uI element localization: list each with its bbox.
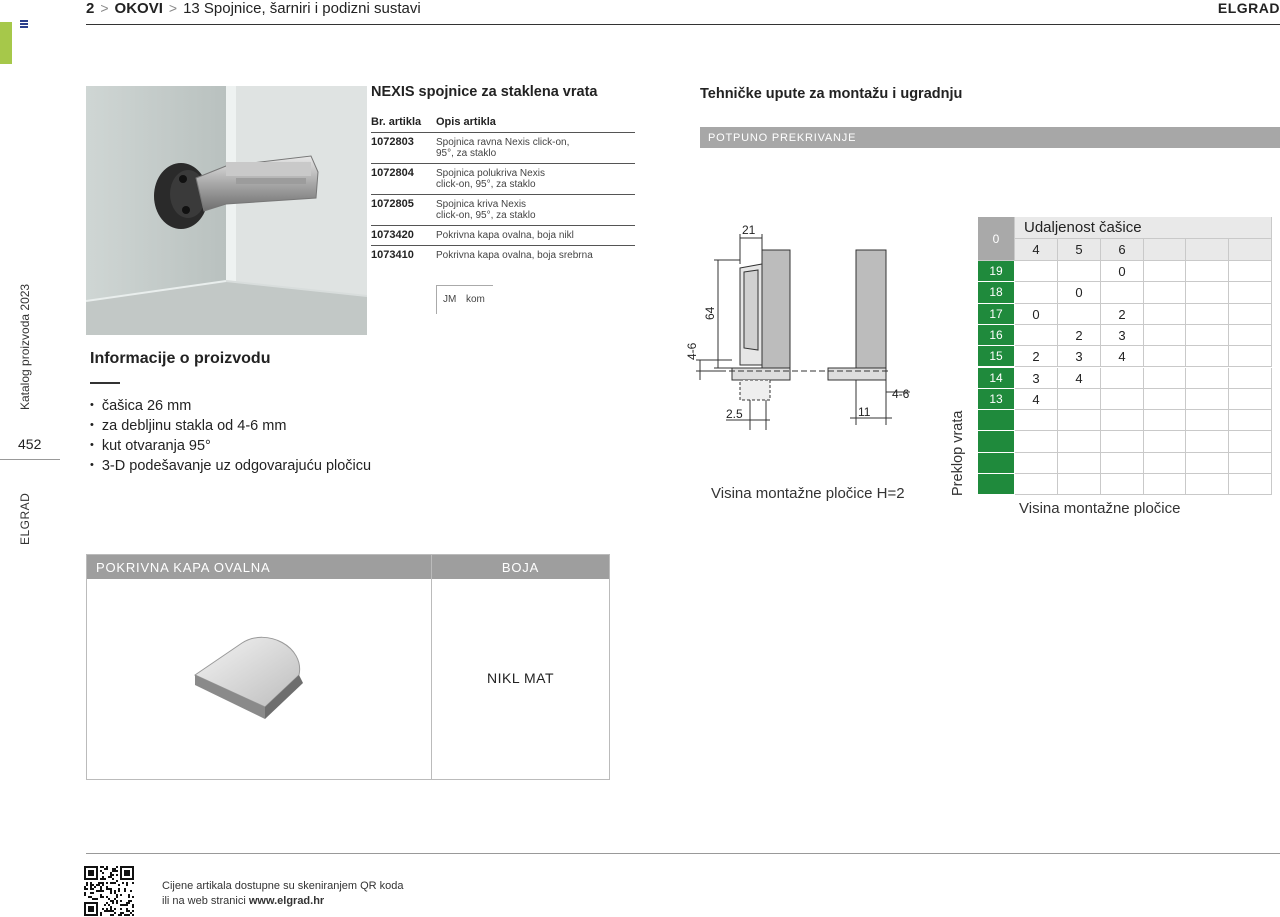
grid-cell	[1229, 282, 1272, 303]
drawing-caption: Visina montažne pločice H=2	[711, 485, 905, 502]
grid-cell	[1186, 431, 1229, 452]
grid-col-header: 5	[1058, 239, 1101, 261]
grid-cell	[1229, 410, 1272, 431]
grid-cell: 2	[1015, 346, 1058, 367]
table-row[interactable]	[371, 226, 635, 246]
grid-cell	[1229, 304, 1272, 325]
header-brand: ELGRAD	[1217, 0, 1280, 16]
grid-cell	[1144, 431, 1186, 452]
grid-cell	[1101, 282, 1144, 303]
grid-cell: 3	[1101, 325, 1144, 346]
grid-cell	[1186, 474, 1229, 495]
article-description: Pokrivna kapa ovalna, boja nikl	[436, 226, 635, 246]
unit-value: kom	[466, 294, 485, 305]
breadcrumb-item-chapter[interactable]: 2	[86, 0, 95, 17]
list-item: • 3-D podešavanje uz odgovarajuću pločicu	[90, 456, 371, 476]
grid-col-header: 6	[1101, 239, 1144, 261]
grid-cell	[1186, 368, 1229, 389]
section-bar: POTPUNO PREKRIVANJE	[700, 127, 1280, 148]
grid-cell	[1101, 368, 1144, 389]
grid-cell: 3	[1015, 368, 1058, 389]
article-code: 1072803	[371, 133, 436, 164]
product-table	[371, 114, 635, 265]
grid-cell	[1229, 431, 1272, 452]
dim-4-6-right: 4-6	[892, 387, 910, 401]
page-header	[86, 0, 1280, 25]
grid-cell	[1144, 474, 1186, 495]
info-list	[90, 396, 371, 476]
grid-cell: 0	[1101, 261, 1144, 282]
grid-cell	[1144, 282, 1186, 303]
grid-row-header	[978, 431, 1015, 452]
table-row[interactable]	[371, 195, 635, 226]
grid-cell	[1186, 346, 1229, 367]
list-item: • čašica 26 mm	[90, 396, 371, 416]
breadcrumb-item-section[interactable]: 13 Spojnice, šarniri i podizni sustavi	[183, 0, 421, 17]
grid-cell	[1101, 410, 1144, 431]
cap-table-divider	[431, 555, 432, 779]
grid-cell: 4	[1058, 368, 1101, 389]
catalog-label: Katalog proizvoda 2023	[18, 283, 32, 410]
rail-divider	[0, 459, 60, 460]
grid-cell	[1015, 261, 1058, 282]
grid-col-header: 4	[1015, 239, 1058, 261]
table-row[interactable]	[371, 246, 635, 266]
info-title: Informacije o proizvodu	[90, 350, 271, 367]
info-divider	[90, 382, 120, 384]
grid-row-header	[978, 474, 1015, 495]
grid-row-header: 19	[978, 261, 1015, 282]
breadcrumb	[86, 0, 421, 17]
grid-cell	[1101, 474, 1144, 495]
rail-accent-bar	[0, 22, 12, 64]
grid-cell	[1101, 431, 1144, 452]
grid-cell	[1144, 410, 1186, 431]
grid-cell	[1144, 346, 1186, 367]
cover-cap-image	[187, 625, 312, 735]
product-photo	[86, 86, 367, 335]
qr-code-icon[interactable]	[84, 866, 134, 916]
grid-row-header	[978, 410, 1015, 431]
grid-cell	[1229, 453, 1272, 474]
grid-cell	[1058, 304, 1101, 325]
sidebar-brand: ELGRAD	[18, 492, 32, 545]
grid-cell	[1058, 389, 1101, 410]
article-code: 1072804	[371, 164, 436, 195]
grid-row-header	[978, 453, 1015, 474]
dim-64: 64	[703, 306, 717, 320]
grid-cell	[1229, 389, 1272, 410]
grid-cell	[1015, 474, 1058, 495]
grid-cell	[1186, 389, 1229, 410]
grid-cell	[1229, 368, 1272, 389]
article-description: Spojnica polukriva Nexis click-on, 95°, za staklo	[436, 164, 635, 195]
chevron-right-icon: >	[168, 0, 178, 16]
unit-label: JM	[443, 294, 457, 305]
grid-cell	[1058, 474, 1101, 495]
cap-table-header-color: BOJA	[432, 555, 609, 579]
grid-row-header: 16	[978, 325, 1015, 346]
table-row[interactable]	[371, 133, 635, 164]
footer-line2-prefix: ili na web stranici	[162, 895, 249, 907]
grid-cell	[1186, 282, 1229, 303]
article-code: 1072805	[371, 195, 436, 226]
grid-row-header: 18	[978, 282, 1015, 303]
grid-cell	[1101, 389, 1144, 410]
grid-cell	[1229, 346, 1272, 367]
article-code: 1073420	[371, 226, 436, 246]
cap-table	[86, 554, 610, 780]
cap-color-value: NIKL MAT	[486, 670, 554, 686]
grid-cell	[1058, 410, 1101, 431]
grid-cell: 0	[1058, 282, 1101, 303]
grid-cell	[1229, 261, 1272, 282]
grid-cell	[1058, 261, 1101, 282]
cap-table-header-product: POKRIVNA KAPA OVALNA	[87, 555, 431, 579]
grid-cell	[1186, 304, 1229, 325]
article-description: Spojnica kriva Nexis click-on, 95°, za staklo	[436, 195, 635, 226]
grid-cell	[1144, 453, 1186, 474]
grid-row-header: 13	[978, 389, 1015, 410]
grid-col-header	[1186, 239, 1229, 261]
dim-4-6-left: 4-6	[685, 342, 699, 360]
menu-icon[interactable]	[20, 20, 28, 26]
grid-cell	[1101, 453, 1144, 474]
grid-row-header: 15	[978, 346, 1015, 367]
page-number: 452	[18, 436, 42, 452]
dim-11: 11	[858, 405, 871, 419]
grid-cell	[1186, 261, 1229, 282]
grid-cell: 4	[1015, 389, 1058, 410]
grid-row-header: 17	[978, 304, 1015, 325]
grid-cell	[1144, 261, 1186, 282]
grid-cell	[1144, 368, 1186, 389]
grid-cell: 3	[1058, 346, 1101, 367]
footer-text	[162, 879, 404, 909]
grid-cell	[1229, 325, 1272, 346]
grid-cell	[1015, 325, 1058, 346]
grid-cell	[1015, 282, 1058, 303]
grid-cell: 4	[1101, 346, 1144, 367]
breadcrumb-item-okovi[interactable]: OKOVI	[114, 0, 163, 17]
grid-cell	[1144, 304, 1186, 325]
grid-corner: 0	[978, 217, 1015, 261]
hinge-photo-illustration	[86, 86, 367, 335]
grid-y-label: Preklop vrata	[950, 410, 966, 496]
grid-cell: 2	[1101, 304, 1144, 325]
product-title: NEXIS spojnice za staklena vrata	[371, 84, 598, 100]
article-description: Spojnica ravna Nexis click-on, 95°, za staklo	[436, 133, 635, 164]
grid-col-header	[1144, 239, 1186, 261]
grid-cell	[1144, 389, 1186, 410]
grid-cell	[1186, 453, 1229, 474]
technical-title: Tehničke upute za montažu i ugradnju	[700, 86, 963, 102]
footer-line1: Cijene artikala dostupne su skeniranjem QR koda	[162, 880, 404, 892]
grid-cell	[1186, 410, 1229, 431]
article-code: 1073410	[371, 249, 414, 261]
mounting-drawing	[680, 220, 930, 440]
list-item: • za debljinu stakla od 4-6 mm	[90, 416, 371, 436]
grid-cell	[1015, 453, 1058, 474]
article-description: Pokrivna kapa ovalna, boja srebrna	[436, 250, 593, 261]
grid-cell	[1058, 431, 1101, 452]
grid-header-title: Udaljenost čašice	[1015, 217, 1272, 239]
unit-box	[436, 285, 493, 314]
table-row[interactable]	[371, 164, 635, 195]
column-header-code: Br. artikla	[371, 114, 436, 133]
grid-cell	[1144, 325, 1186, 346]
dim-21: 21	[742, 223, 756, 237]
grid-row-header: 14	[978, 368, 1015, 389]
overlay-grid	[978, 217, 1272, 495]
grid-cell	[1015, 431, 1058, 452]
dim-2-5: 2.5	[726, 407, 743, 421]
grid-cell	[1015, 410, 1058, 431]
column-header-description: Opis artikla	[436, 114, 635, 133]
list-item: • kut otvaranja 95°	[90, 436, 371, 456]
grid-cell	[1186, 325, 1229, 346]
chevron-right-icon: >	[100, 0, 109, 16]
grid-col-header	[1229, 239, 1272, 261]
footer-divider	[86, 853, 1280, 854]
grid-cell	[1229, 474, 1272, 495]
grid-cell: 0	[1015, 304, 1058, 325]
grid-cell	[1058, 453, 1101, 474]
footer-link[interactable]: www.elgrad.hr	[248, 895, 325, 907]
grid-cell: 2	[1058, 325, 1101, 346]
grid-x-label: Visina montažne pločice	[1019, 500, 1181, 517]
